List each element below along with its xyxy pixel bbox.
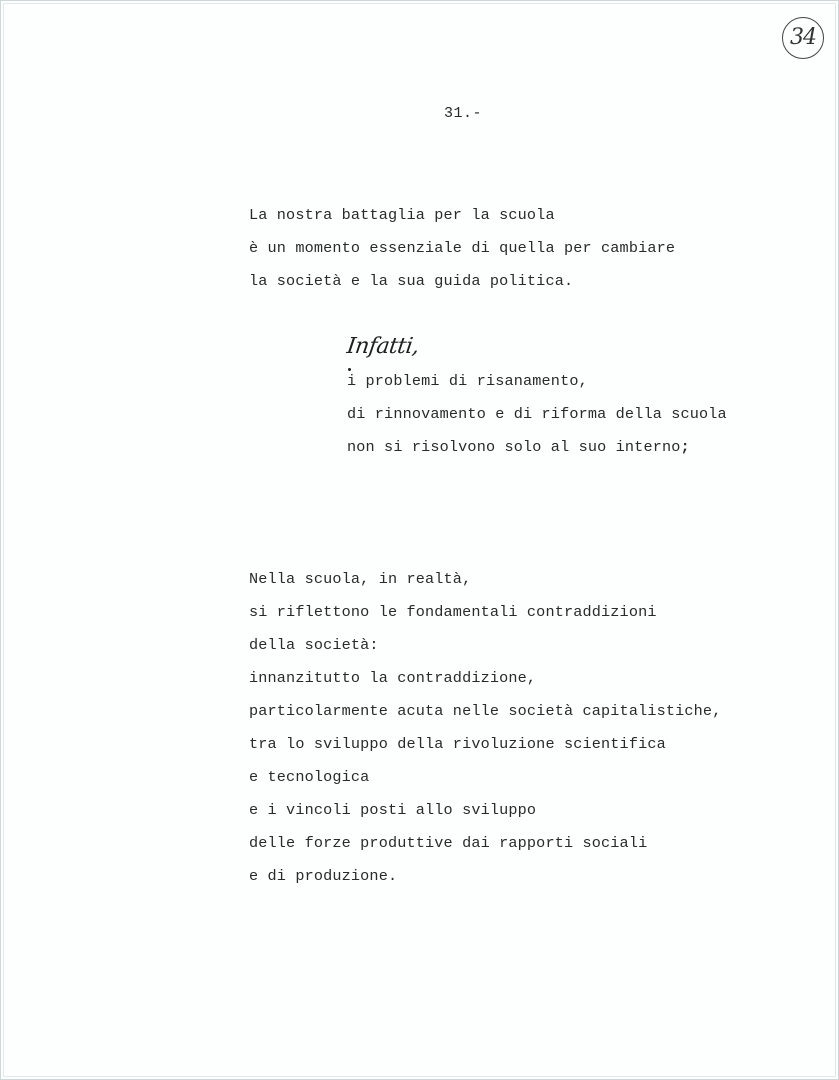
- paragraph3-line-6: tra lo sviluppo della rivoluzione scientifica: [249, 735, 666, 753]
- folio-stamp: 34: [782, 17, 824, 59]
- paragraph1-line-3: la società e la sua guida politica.: [249, 272, 574, 290]
- paragraph3-line-2: si riflettono le fondamentali contraddizioni: [249, 603, 657, 621]
- paragraph3-line-7: e tecnologica: [249, 768, 370, 786]
- paragraph2-line-3: [347, 438, 690, 456]
- paragraph1-line-1: La nostra battaglia per la scuola: [249, 206, 555, 224]
- paragraph3-line-8: e i vincoli posti allo sviluppo: [249, 801, 537, 819]
- handwritten-semicolon: ;: [680, 438, 690, 456]
- paragraph2-line-2: di rinnovamento e di riforma della scuola: [347, 405, 727, 423]
- paragraph2-line-1-text: problemi di risanamento,: [356, 372, 588, 390]
- paragraph3-line-3: della società:: [249, 636, 379, 654]
- sheet-edge: [3, 3, 836, 1077]
- paragraph3-line-9: delle forze produttive dai rapporti sociali: [249, 834, 648, 852]
- paragraph2-line-3-text: non si risolvono solo al suo interno: [347, 438, 681, 456]
- page-number: 31.-: [444, 105, 483, 122]
- paragraph3-line-4: innanzitutto la contraddizione,: [249, 669, 537, 687]
- paragraph3-line-5: particolarmente acuta nelle società capitalistiche,: [249, 702, 722, 720]
- paragraph3-line-1: Nella scuola, in realtà,: [249, 570, 472, 588]
- corrected-letter: i: [347, 372, 357, 390]
- paragraph2-line-1: [347, 372, 588, 390]
- paragraph1-line-2: è un momento essenziale di quella per cambiare: [249, 239, 676, 257]
- handwritten-insert: Infatti,: [345, 334, 421, 359]
- paragraph3-line-10: e di produzione.: [249, 867, 398, 885]
